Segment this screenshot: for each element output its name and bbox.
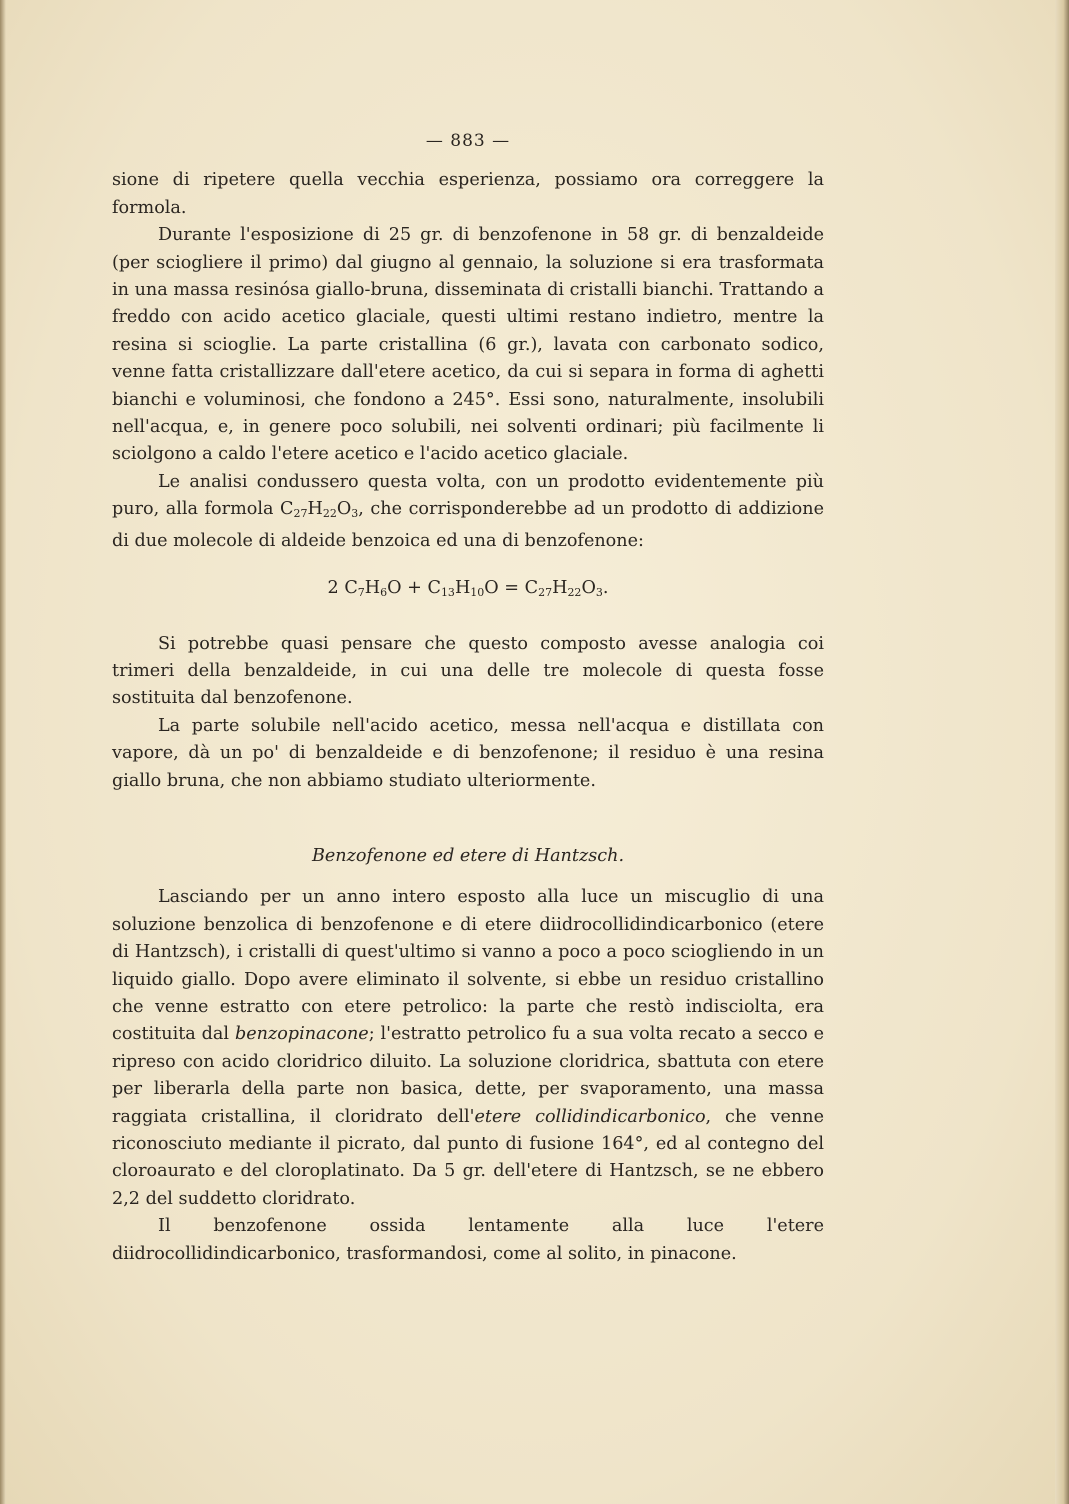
italic-term: benzopinacone <box>234 1024 369 1045</box>
formula-text: O <box>581 578 596 599</box>
page-left-edge <box>0 0 6 1504</box>
paragraph-6-text-a: Lasciando per un anno intero esposto alla luce un miscuglio di una soluzione benzolica di benzofenone e di etere diidrocollidindicarbonico (etere di Hantzsch), i cristalli di quest'ultimo si vanno a poco a poco sciogliendo in un liquido giallo. Dopo avere eliminato il solvente, si ebbe un residuo cristallino che venne estratto con etere petrolico: la parte che restò indisciolta, era costituita dal <box>112 887 824 1045</box>
paragraph-3-text-c: O <box>336 499 352 520</box>
formula-text: . <box>602 578 609 599</box>
paragraph-3-text-d: , che corrisponderebbe ad un prodotto di addizione di due molecole di aldeide benzoica ed una di benzofenone: <box>112 499 824 551</box>
paragraph-3-text-a: Le analisi condussero questa volta, con un prodotto evidentemente più puro, alla formola C <box>112 471 824 520</box>
section-heading: Benzofenone ed etere di Hantzsch. <box>311 845 625 866</box>
paragraph-7: Il benzofenone ossida lentamente alla luce l'etere diidrocollidindicarbonico, trasformandosi, come al solito, in pinacone. <box>112 1216 824 1264</box>
italic-term: etere collidindicarbonico <box>474 1106 706 1127</box>
page-number: — 883 — <box>425 131 511 151</box>
formula-text: H <box>552 578 568 599</box>
subscript: 27 <box>293 507 308 521</box>
paragraph-3-text-b: H <box>307 499 323 520</box>
formula-subscript: 6 <box>380 586 388 600</box>
page-content <box>112 128 824 1268</box>
subscript: 3 <box>351 507 359 521</box>
paragraph-6 <box>112 884 824 1213</box>
formula-subscript: 7 <box>357 586 365 600</box>
formula-text: O + C <box>387 578 441 599</box>
paragraph-1: sione di ripetere quella vecchia esperienza, possiamo ora correggere la formola. <box>112 170 824 218</box>
formula-subscript: 22 <box>567 586 582 600</box>
paragraph-2: Durante l'esposizione di 25 gr. di benzofenone in 58 gr. di benzaldeide (per sciogliere il primo) dal giugno al gennaio, la soluzione si era trasformata in una massa resinósa giallo-bruna, disseminata di cristalli bianchi. Trattando a freddo con acido acetico glaciale, questi ultimi restano indietro, mentre la resina si scioglie. La parte cristallina (6 gr.), lavata con carbonato sodico, venne fatta cristallizzare dall'etere acetico, da cui si separa in forma di aghetti bianchi e voluminosi, che fondono a 245°. Essi sono, naturalmente, insolubili nell'acqua, e, in genere poco solubili, nei solventi ordinari; più facilmente li sciolgono a caldo l'etere acetico e l'acido acetico glaciale. <box>112 225 824 465</box>
paragraph-3 <box>112 469 824 555</box>
formula-text: 2 C <box>327 578 358 599</box>
formula-text: H <box>454 578 471 599</box>
paragraph-4: Si potrebbe quasi pensare che questo composto avesse analogia coi trimeri della benzaldeide, in cui una delle tre molecole di questa fosse sostituita dal benzofenone. <box>112 633 824 709</box>
formula-subscript: 27 <box>538 586 553 600</box>
subscript: 22 <box>322 507 337 521</box>
paragraph-6-text-b: ; l'estratto petrolico fu a sua volta recato a secco e ripreso con acido cloridrico diluito. La soluzione cloridrica, sbattuta con etere per liberarla della parte non basica, dette, per svaporamento, una massa raggiata cristallina, il cloridrato dell' <box>112 1024 825 1127</box>
page-right-edge <box>1055 0 1069 1504</box>
formula-subscript: 3 <box>595 586 603 600</box>
paragraph-5: La parte solubile nell'acido acetico, messa nell'acqua e distillata con vapore, dà un po' di benzaldeide e di benzofenone; il residuo è una resina giallo bruna, che non abbiamo studiato ulteriormente. <box>112 715 824 791</box>
formula-subscript: 10 <box>470 586 485 600</box>
formula-text: H <box>364 578 381 599</box>
chemical-equation <box>112 575 824 606</box>
formula-text: O = C <box>484 578 539 599</box>
paragraph-6-text-c: , che venne riconosciuto mediante il picrato, dal punto di fusione 164°, ed al contegno del cloroaurato e del cloroplatinato. Da 5 gr. dell'etere di Hantzsch, se ne ebbero 2,2 del suddetto cloridrato. <box>112 1106 824 1209</box>
formula-subscript: 13 <box>440 586 455 600</box>
